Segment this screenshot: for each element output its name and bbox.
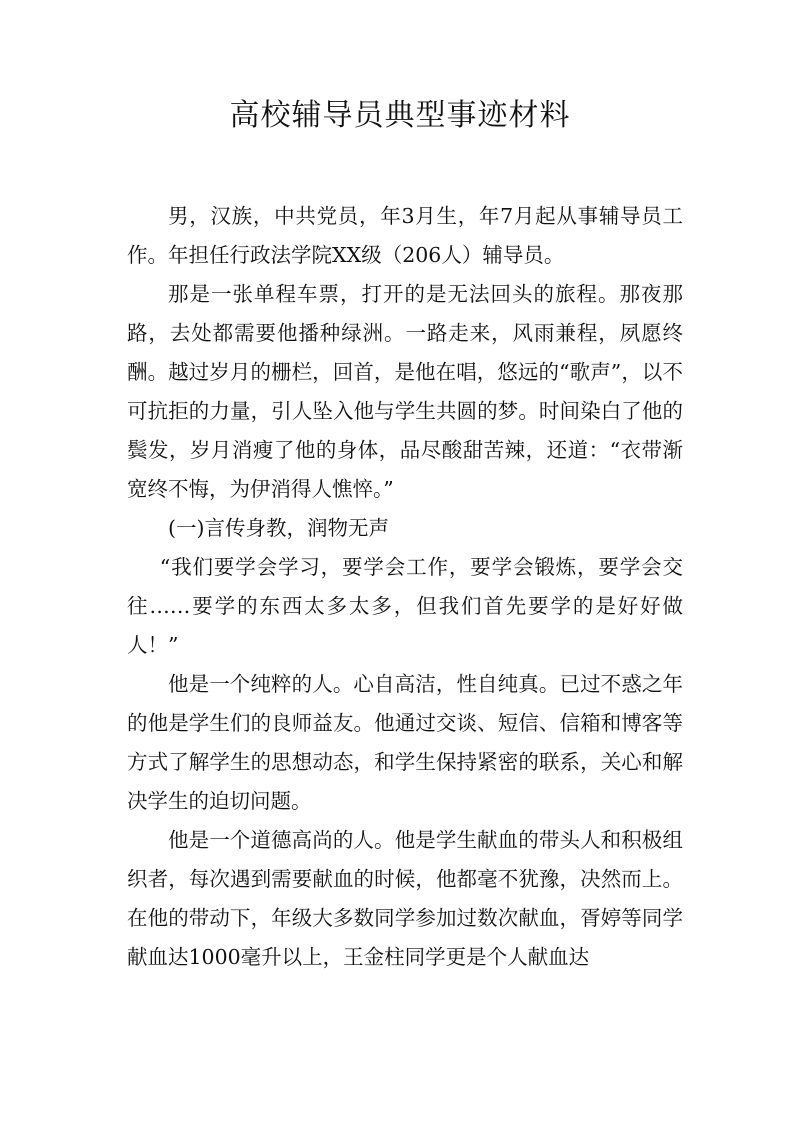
paragraph-moral-person: 他是一个道德高尚的人。他是学生献血的带头人和积极组织者，每次遇到需要献血的时候，他都毫不犹豫，决然而上。在他的带动下，年级大多数同学参加过数次献血，胥婷等同学献血达1000毫升以上，王金柱同学更是个人献血达 <box>127 828 683 969</box>
document-title: 高校辅导员典型事迹材料 <box>229 98 571 133</box>
paragraph-pure-person: 他是一个纯粹的人。心自高洁，性自纯真。已过不惑之年的他是学生们的良师益友。他通过交谈、短信、信箱和博客等方式了解学生的思想动态，和学生保持紧密的联系，关心和解决学生的迫切问题。 <box>127 672 683 813</box>
paragraph-journey: 那是一张单程车票，打开的是无法回头的旅程。那夜那路，去处都需要他播种绿洲。一路走来，风雨兼程，夙愿终酬。越过岁月的栅栏，回首，是他在唱，悠远的“歌声”，以不可抗拒的力量，引人坠入他与学生共圆的梦。时间染白了他的鬓发，岁月消瘦了他的身体，品尽酸甜苦辣，还道：“衣带渐宽终不悔，为伊消得人憔悴。” <box>127 282 683 501</box>
section-heading: (一)言传身教，润物无声 <box>168 516 389 540</box>
paragraph-quote: “我们要学会学习，要学会工作，要学会锻炼，要学会交往……要学的东西太多太多，但我们首先要学的是好好做人！” <box>127 555 683 657</box>
paragraph-intro: 男，汉族，中共党员，年3月生，年7月起从事辅导员工作。年担任行政法学院XX级（206人）辅导员。 <box>127 204 683 267</box>
document-body <box>127 197 683 977</box>
